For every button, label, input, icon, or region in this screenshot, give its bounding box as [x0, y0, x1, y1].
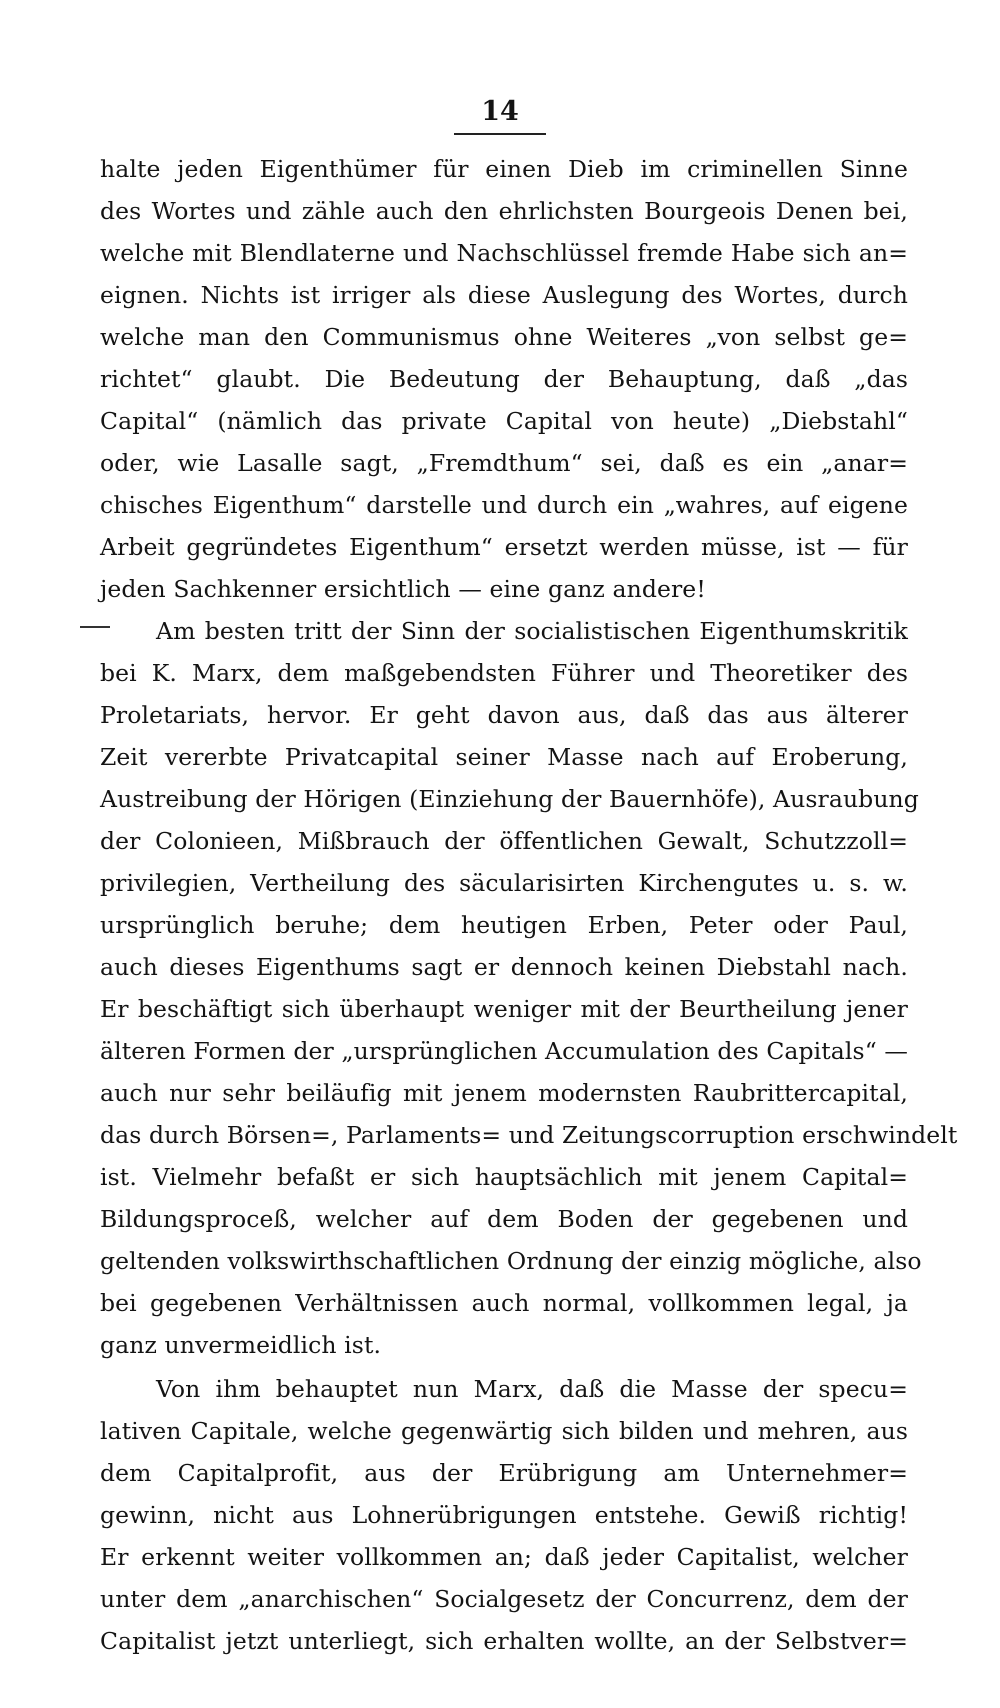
text-line: Proletariats, hervor. Er geht davon aus, daß das aus älterer	[100, 701, 908, 729]
text-line: bei K. Marx, dem maßgebendsten Führer und Theoretiker des	[100, 659, 908, 687]
text-line: dem Capitalprofit, aus der Erübrigung am Unternehmer=	[100, 1459, 908, 1487]
text-line: Von ihm behauptet nun Marx, daß die Masse der specu=	[156, 1375, 908, 1403]
text-line: älteren Formen der „ursprünglichen Accumulation des Capitals“ —	[100, 1037, 908, 1065]
text-line: Bildungsproceß, welcher auf dem Boden der gegebenen und	[100, 1205, 908, 1233]
text-line: Arbeit gegründetes Eigenthum“ ersetzt werden müsse, ist — für	[100, 533, 908, 561]
text-line: Er erkennt weiter vollkommen an; daß jeder Capitalist, welcher	[100, 1543, 908, 1571]
text-line: halte jeden Eigenthümer für einen Dieb im criminellen Sinne	[100, 155, 908, 183]
text-line: Er beschäftigt sich überhaupt weniger mit der Beurtheilung jener	[100, 995, 908, 1023]
text-line: welche mit Blendlaterne und Nachschlüssel fremde Habe sich an=	[100, 239, 908, 267]
text-line: chisches Eigenthum“ darstelle und durch ein „wahres, auf eigene	[100, 491, 908, 519]
text-line: welche man den Communismus ohne Weiteres „von selbst ge=	[100, 323, 908, 351]
text-line: ganz unvermeidlich ist.	[100, 1331, 382, 1359]
text-line: geltenden volkswirthschaftlichen Ordnung der einzig mögliche, also	[100, 1247, 922, 1275]
text-line: auch nur sehr beiläufig mit jenem modernsten Raubrittercapital,	[100, 1079, 908, 1107]
text-line: privilegien, Vertheilung des säcularisirten Kirchengutes u. s. w.	[100, 869, 908, 897]
text-line: des Wortes und zähle auch den ehrlichsten Bourgeois Denen bei,	[100, 197, 908, 225]
text-line: Capitalist jetzt unterliegt, sich erhalten wollte, an der Selbstver=	[100, 1627, 908, 1655]
text-line: der Colonieen, Mißbrauch der öffentlichen Gewalt, Schutzzoll=	[100, 827, 908, 855]
text-line: richtet“ glaubt. Die Bedeutung der Behauptung, daß „das	[100, 365, 908, 393]
text-line: ist. Vielmehr befaßt er sich hauptsächlich mit jenem Capital=	[100, 1163, 908, 1191]
text-line: Am besten tritt der Sinn der socialistischen Eigenthumskritik	[156, 617, 908, 645]
text-line: das durch Börsen=, Parlaments= und Zeitungscorruption erschwindelt	[100, 1121, 958, 1149]
text-line: eignen. Nichts ist irriger als diese Auslegung des Wortes, durch	[100, 281, 908, 309]
text-line: gewinn, nicht aus Lohnerübrigungen entstehe. Gewiß richtig!	[100, 1501, 908, 1529]
text-line: oder, wie Lasalle sagt, „Fremdthum“ sei, daß es ein „anar=	[100, 449, 908, 477]
text-line: bei gegebenen Verhältnissen auch normal, vollkommen legal, ja	[100, 1289, 908, 1317]
text-line: jeden Sachkenner ersichtlich — eine ganz andere!	[100, 575, 706, 603]
text-line: Austreibung der Hörigen (Einziehung der Bauernhöfe), Ausraubung	[100, 785, 919, 813]
text-line: lativen Capitale, welche gegenwärtig sich bilden und mehren, aus	[100, 1417, 908, 1445]
page-number: 14	[481, 96, 519, 127]
header-rule	[454, 133, 546, 135]
text-line: ursprünglich beruhe; dem heutigen Erben, Peter oder Paul,	[100, 911, 908, 939]
text-line: auch dieses Eigenthums sagt er dennoch keinen Diebstahl nach.	[100, 953, 908, 981]
text-line: Capital“ (nämlich das private Capital von heute) „Diebstahl“	[100, 407, 908, 435]
text-line: unter dem „anarchischen“ Socialgesetz der Concurrenz, dem der	[100, 1585, 908, 1613]
text-line: Zeit vererbte Privatcapital seiner Masse nach auf Eroberung,	[100, 743, 908, 771]
margin-mark	[80, 626, 110, 628]
